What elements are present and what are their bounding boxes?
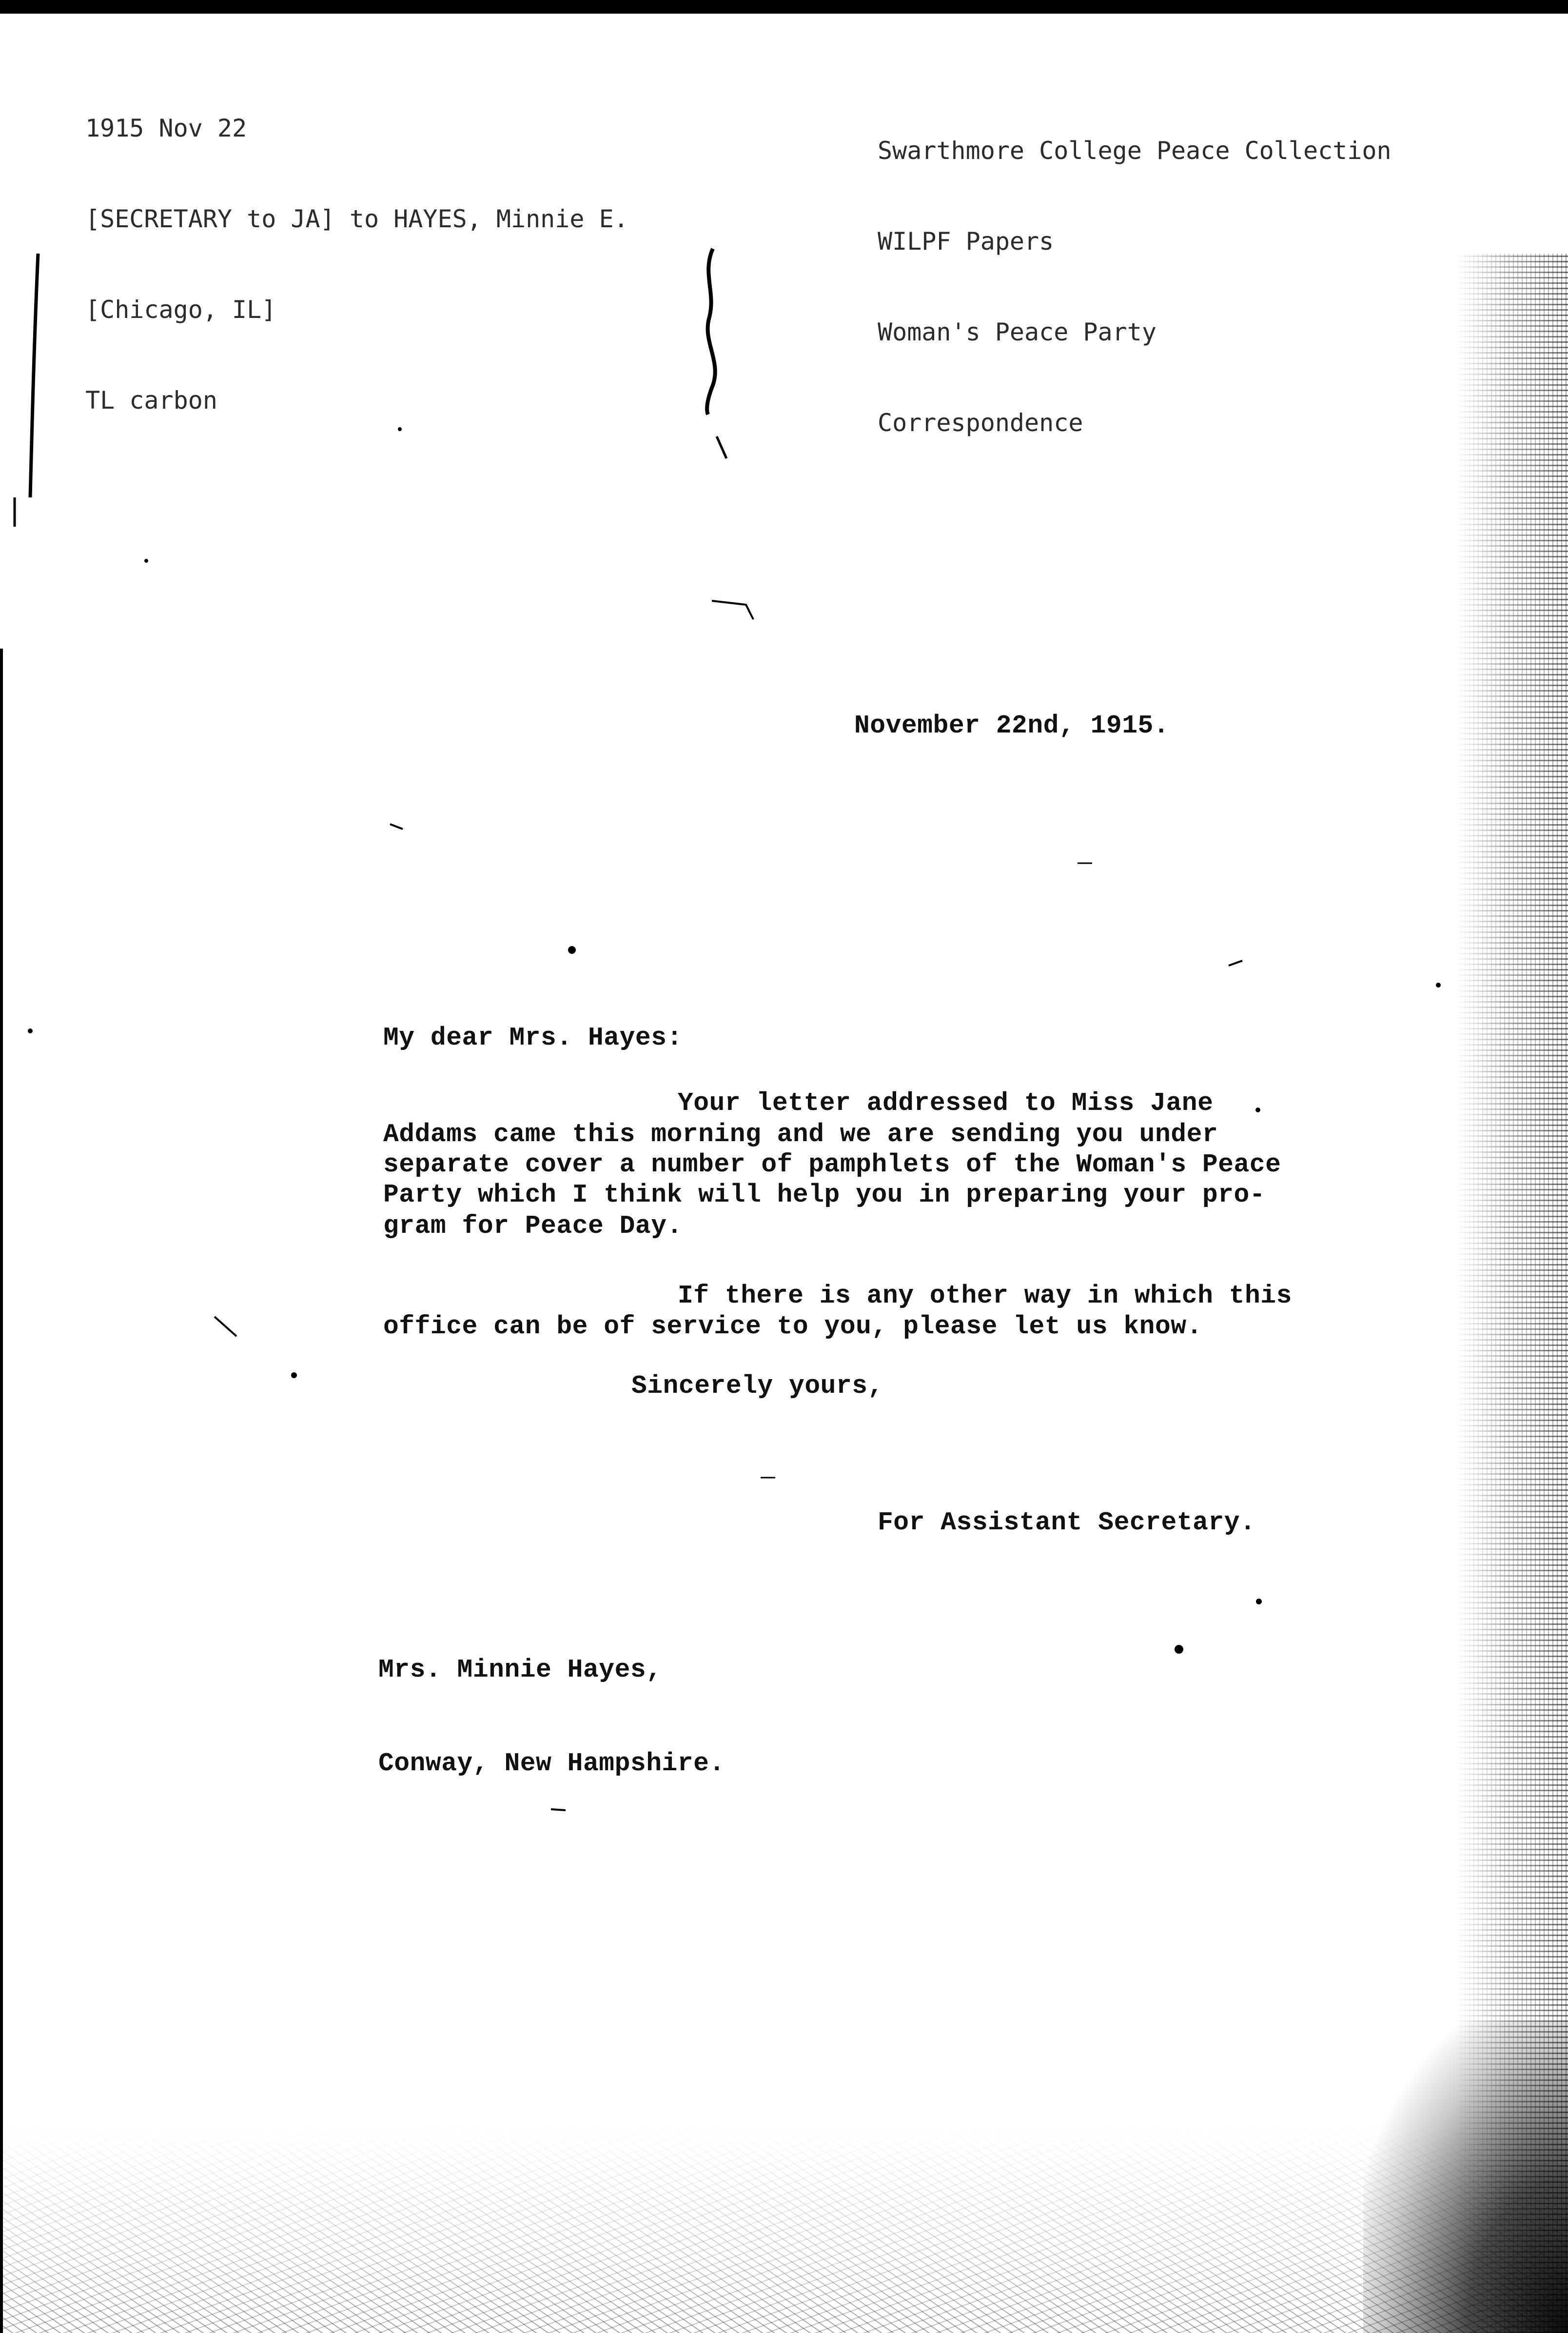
archive-metadata-right	[878, 75, 1392, 498]
binding-mark-left	[30, 254, 38, 497]
ink-dot	[1175, 1645, 1183, 1654]
archive-collection: Swarthmore College Peace Collection	[878, 137, 1392, 165]
letter-closing: Sincerely yours,	[631, 1371, 883, 1401]
letter-body-line: separate cover a number of pamphlets of the Woman's Peace	[383, 1150, 1281, 1179]
addressee-location: Conway, New Hampshire.	[378, 1749, 725, 1778]
archive-place: [Chicago, IL]	[85, 296, 276, 324]
addressee-name: Mrs. Minnie Hayes,	[378, 1655, 662, 1684]
archive-date: 1915 Nov 22	[85, 114, 247, 142]
letter-body-line: Party which I think will help you in preparing your pro-	[383, 1180, 1266, 1209]
stray-mark	[215, 1317, 236, 1336]
archive-series: Woman's Peace Party	[878, 318, 1156, 346]
ink-dot	[28, 1028, 33, 1033]
stray-mark	[390, 824, 403, 829]
ink-dot	[568, 946, 576, 954]
archive-format: TL carbon	[85, 386, 217, 415]
letter-body-line: Addams came this morning and we are sending you under	[383, 1120, 1218, 1149]
archive-correspondents: [SECRETARY to JA] to HAYES, Minnie E.	[85, 205, 628, 233]
letter-salutation: My dear Mrs. Hayes:	[383, 1023, 683, 1052]
ink-dot	[1256, 1599, 1262, 1604]
letter-date: November 22nd, 1915.	[854, 711, 1170, 740]
letter-body-line: If there is any other way in which this	[678, 1281, 1292, 1310]
letter-body-line: Your letter addressed to Miss Jane	[678, 1088, 1214, 1118]
ink-dot	[1436, 983, 1441, 988]
stray-mark	[1229, 961, 1242, 966]
letter-addressee	[378, 1592, 725, 1841]
ink-dot	[291, 1372, 297, 1378]
ink-dot	[144, 559, 148, 563]
ink-dot	[1255, 1107, 1260, 1112]
letter-signature-line: For Assistant Secretary.	[878, 1508, 1256, 1537]
binding-mark-center	[707, 249, 715, 415]
letter-body-line: gram for Peace Day.	[383, 1211, 683, 1241]
stray-mark	[712, 601, 753, 619]
letter-body-line: office can be of service to you, please let us know.	[383, 1312, 1202, 1341]
stray-mark	[717, 436, 726, 458]
archive-subseries: Correspondence	[878, 409, 1083, 437]
archive-metadata-left	[85, 53, 628, 476]
archive-papers: WILPF Papers	[878, 227, 1054, 256]
